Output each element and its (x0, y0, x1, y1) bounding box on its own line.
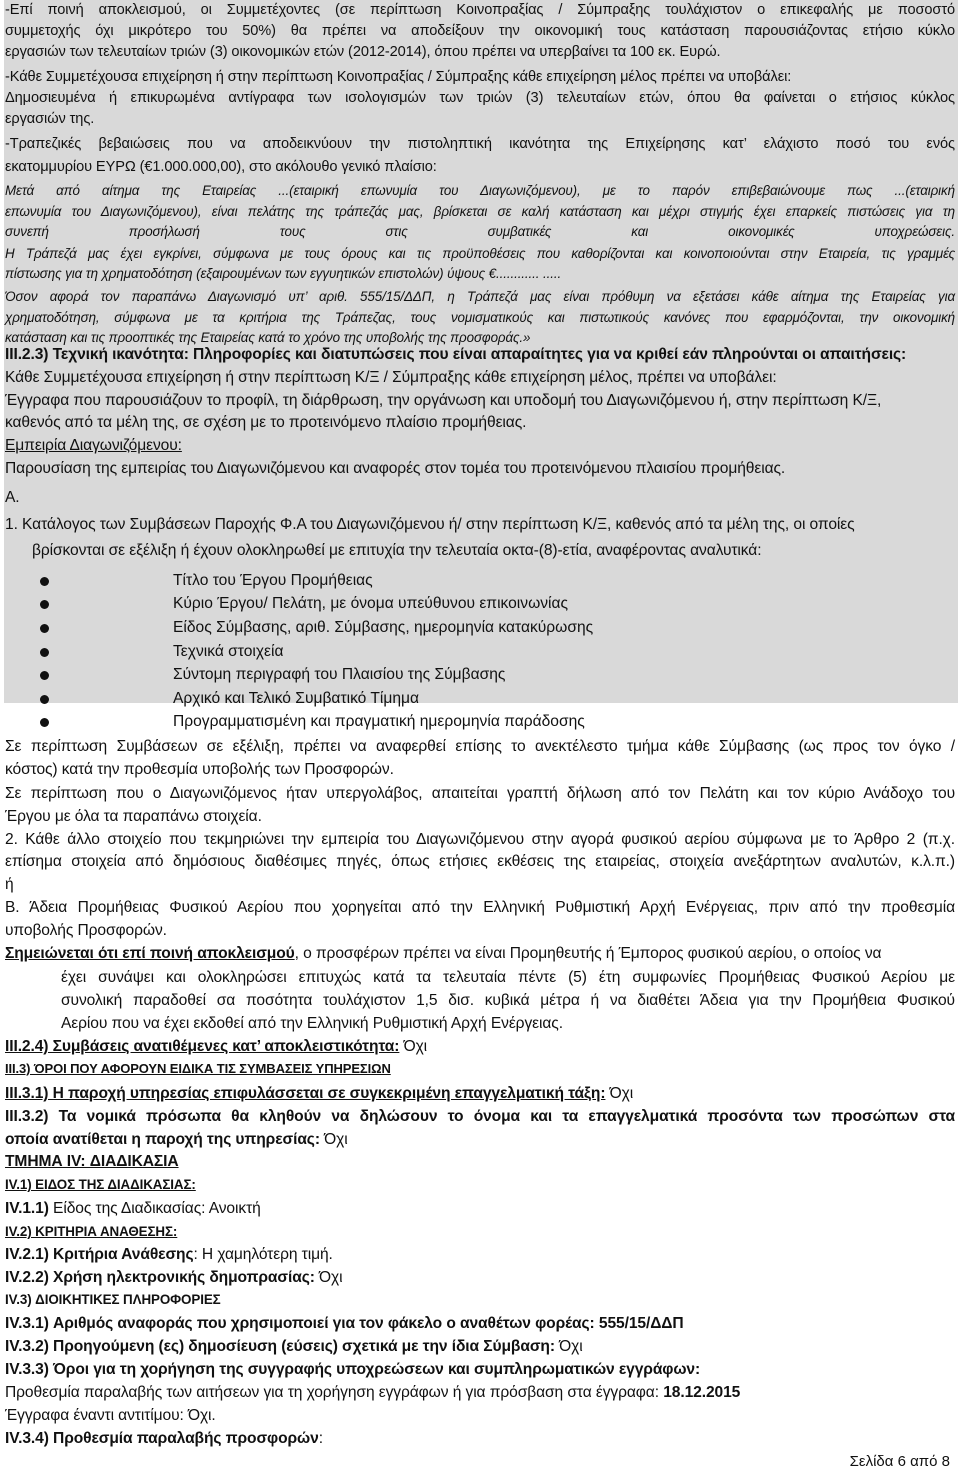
section-IV-3-3: IV.3.3) Όροι για τη χορήγηση της συγγραφής υποχρεώσεων και συμπληρωματικών εγγράφων: (5, 1361, 701, 1378)
bank-letter-line: επωνυμία του Διαγωνιζόμενου), είναι πελάτης της τράπεζάς μας, βρίσκεται σε καλή κατάσταση και μέχρι στιγμής έχει επαρκείς πιστώσεις για τη (5, 204, 955, 219)
paragraph-line: Σε περίπτωση Συμβάσεων σε εξέλιξη, πρέπει να αναφερθεί επίσης το ανεκτέλεστο τμήμα κάθε Σύμβασης (ως προς τον όγκο / (5, 738, 955, 755)
section-IV-1-1 (5, 1197, 955, 1221)
bullet-icon (40, 624, 49, 633)
paragraph-line: -Επί ποινή αποκλεισμού, οι Συμμετέχοντες (σε περίπτωση Κοινοπραξίας / Σύμπραξης τουλάχιστον ο επικεφαλής με ποσοστό (5, 2, 955, 18)
bank-letter-line: Όσον αφορά τον παραπάνω Διαγωνισμό υπ’ αριθ. 555/15/ΔΔΠ, η Τράπεζά μας είναι πρόθυμη να εξετάσει κάθε αίτημα της Εταιρείας για (5, 289, 955, 304)
list-item: Σύντομη περιγραφή του Πλαισίου της Σύμβασης (173, 666, 506, 683)
section-value: Όχι (399, 1038, 428, 1055)
paragraph-line: εργασιών της. (5, 111, 95, 127)
deadline-date: 18.12.2015 (663, 1384, 741, 1401)
section-III-3-2: ΙΙΙ.3.2) Τα νομικά πρόσωπα θα κληθούν να δηλώσουν το όνομα και τα επαγγελματικά προσόντα των προσώπων στα (5, 1108, 955, 1125)
bank-letter-line: κατάσταση και τις προοπτικές της Εταιρείας κατά το χρόνο της υποβολής της προσφοράς.» (5, 330, 531, 345)
paragraph-line: συμμετοχής όχι μικρότερο του 50%) θα πρέπει να αποδείξουν την οικονομική τους κατάσταση παρουσιάζοντας ετήσιο κύκλο (5, 23, 955, 39)
paragraph-line: Παρουσίαση της εμπειρίας του Διαγωνιζόμενου και αναφορές στον τομέα του προτεινόμενου πλαισίου προμήθειας. (5, 460, 786, 477)
paragraph-line: κόστος) κατά την προθεσμία υποβολής των Προσφορών. (5, 761, 394, 778)
paragraph-line: Α. (5, 489, 20, 506)
paragraph-line: 1. Κατάλογος των Συμβάσεων Παροχής Φ.Α του Διαγωνιζόμενου ή/ στην περίπτωση Κ/Ξ, καθενός από τα μέλη της, οι οποίες (5, 516, 855, 533)
paragraph-line: Έργου με όλα τα παραπάνω στοιχεία. (5, 808, 262, 825)
paragraph-line: βρίσκονται σε εξέλιξη ή έχουν ολοκληρωθεί με επιτυχία την τελευταία οκτα-(8)-ετία, αναφέροντας αναλυτικά: (32, 542, 762, 559)
paragraph-line: ή (5, 876, 14, 893)
section-value: : (318, 1430, 323, 1447)
deadline-line (5, 1381, 955, 1405)
page-number: Σελίδα 6 από 8 (849, 1453, 950, 1470)
paragraph-line: συνολική παραδοθεί σα ποσότητα τουλάχιστον 1,5 δισ. κυβικά μέτρα ή να διαθέτει Άδεια για την Προμήθεια Φυσικού (61, 992, 955, 1009)
paragraph-line: Έγγραφα που παρουσιάζουν το προφίλ, τη διάρθρωση, την οργάνωση και υποδομή του Διαγωνιζόμενου ή, στην περίπτωση Κ/Ξ, (5, 392, 882, 409)
section-IV-1-heading: IV.1) ΕΙΔΟΣ ΤΗΣ ΔΙΑΔΙΚΑΣΙΑΣ: (5, 1177, 196, 1192)
exclusion-emphasis: Σημειώνεται ότι επί ποινή αποκλεισμού (5, 945, 295, 962)
section-label: IV.3.2) Προηγούμενη (ες) δημοσίευση (εύσεις) σχετικά με την ίδια Σύμβαση: (5, 1338, 555, 1355)
section-value: Είδος της Διαδικασίας: Ανοικτή (48, 1200, 261, 1217)
bank-letter-line: πίστωσης για τη χρηματοδότηση (εξαιρουμένων των εγγυητικών επιστολών) ύψους €............ ..... (5, 266, 562, 281)
paragraph-line: Β. Άδεια Προμήθειας Φυσικού Αερίου που χορηγείται από την Ελληνική Ρυθμιστική Αρχή Ενέργειας, πριν από την προθεσμία (5, 899, 955, 916)
bullet-icon (40, 600, 49, 609)
paragraph-line: Κάθε Συμμετέχουσα επιχείρηση ή στην περίπτωση Κ/Ξ / Σύμπραξης κάθε επιχείρηση μέλος, πρέπει να υποβάλει: (5, 369, 777, 386)
bank-letter-line: Μετά από αίτημα της Εταιρείας ...(εταιρική επωνυμία του Διαγωνιζόμενου), με το παρόν επιβεβαιώνουμε πως ...(εταιρική (5, 183, 955, 198)
section-value: : Η χαμηλότερη τιμή. (193, 1246, 333, 1263)
section-IV-2-2 (5, 1266, 955, 1290)
experience-heading: Εμπειρία Διαγωνιζόμενου: (5, 437, 182, 454)
bullet-icon (40, 695, 49, 704)
section-heading-III-2-3 (5, 343, 955, 367)
section-label: IV.1.1) (5, 1200, 49, 1217)
paragraph-line: εκατομμυρίου ΕΥΡΩ (€1.000.000,00), στο ακόλουθο γενικό πλαίσιο: (5, 159, 437, 175)
section-IV-2-1 (5, 1243, 955, 1267)
list-item: Αρχικό και Τελικό Συμβατικό Τίμημα (173, 690, 420, 707)
bullet-icon (40, 577, 49, 586)
paragraph-line: Δημοσιευμένα ή επικυρωμένα αντίγραφα των ισολογισμών των τριών (3) τελευταίων ετών, όπου θα φαίνεται ο ετήσιος κύκλος (5, 90, 955, 106)
section-label: IV.3.4) Προθεσμία παραλαβής προσφορών (5, 1430, 319, 1447)
section-III-3-2-cont (5, 1128, 955, 1152)
paragraph-line: Έγγραφα έναντι αντιτίμου: Όχι. (5, 1407, 216, 1424)
section-III-3-heading: ΙΙΙ.3) ΌΡΟΙ ΠΟΥ ΑΦΟΡΟΥΝ ΕΙΔΙΚΑ ΤΙΣ ΣΥΜΒΑΣΕΙΣ ΥΠΗΡΕΣΙΩΝ (5, 1061, 391, 1076)
paragraph-line: εργασιών των τελευταίων τριών (3) οικονομικών ετών (2012-2014), όπου πρέπει να υπερβαίνει τα 100 εκ. Ευρώ. (5, 44, 721, 60)
paragraph-line: Σε περίπτωση που ο Διαγωνιζόμενος ήταν υπεργολάβος, απαιτείται γραπτή δήλωση από τον Πελάτη και τον κύριο Ανάδοχο του (5, 785, 955, 802)
deadline-label: Προθεσμία παραλαβής των αιτήσεων για τη χορήγηση εγγράφων ή για πρόσβαση στα έγγραφα: (5, 1384, 664, 1401)
paragraph-line: -Τραπεζικές βεβαιώσεις που να αποδεικνύουν την πιστοληπτική ικανότητα της Επιχείρησης κατ’ ελάχιστο ποσό του ενός (5, 136, 955, 152)
exclusion-text: , ο προσφέρων πρέπει να είναι Προμηθευτής ή Έμπορος φυσικού αερίου, ο οποίος να (294, 945, 882, 962)
section-label: IV.2.1) Κριτήρια Ανάθεσης (5, 1246, 194, 1263)
section-value: Όχι (605, 1085, 634, 1102)
part-IV-heading: ΤΜΗΜΑ IV: ΔΙΑΔΙΚΑΣΙΑ (5, 1153, 179, 1170)
section-label: IV.2.2) Χρήση ηλεκτρονικής δημοπρασίας: (5, 1269, 315, 1286)
section-value: Όχι (319, 1131, 348, 1148)
paragraph-line: 2. Κάθε άλλο στοιχείο που τεκμηριώνει την εμπειρία του Διαγωνιζόμενου στην αγορά φυσικού αερίου σύμφωνα με το Άρθρο 2 (π.χ. (5, 831, 955, 848)
section-label: ΙΙΙ.3.1) Η παροχή υπηρεσίας επιφυλάσσεται σε συγκεκριμένη επαγγελματική τάξη: (5, 1085, 606, 1102)
section-IV-3-1: IV.3.1) Αριθμός αναφοράς που χρησιμοποιεί για τον φάκελο ο αναθέτων φορέας: 555/15/ΔΔΠ (5, 1315, 684, 1332)
list-item: Προγραμματισμένη και πραγματική ημερομηνία παράδοσης (173, 713, 585, 730)
section-III-2-4 (5, 1035, 955, 1059)
exclusion-note-line (5, 942, 955, 966)
bank-letter-line: Η Τράπεζά μας έχει εγκρίνει, σύμφωνα με τους όρους και τις προϋποθέσεις που καθορίζονται και κοινοποιούνται στην Εταιρεία, τις γραμμές (5, 246, 955, 261)
bullet-icon (40, 648, 49, 657)
paragraph-line: καθενός από τα μέλη της, σε σχέση με το προτεινόμενο πλαίσιο προμήθειας. (5, 414, 527, 431)
section-IV-3-2 (5, 1335, 955, 1359)
heading-label: ΙΙΙ.2.3) Τεχνική ικανότητα: Πληροφορίες και διατυπώσεις που είναι απαραίτητες για να κριθεί εάν πληρούνται οι απαιτήσεις: (5, 346, 907, 363)
section-IV-3-heading: IV.3) ΔΙΟΙΚΗΤΙΚΕΣ ΠΛΗΡΟΦΟΡΙΕΣ (5, 1292, 221, 1307)
section-label: οποία ανατίθεται η παροχή της υπηρεσίας: (5, 1131, 320, 1148)
paragraph-line: επίσημα στοιχεία από δημόσιους διαθέσιμες πηγές, όπως ετήσιες εκθέσεις της εταιρείας, στοιχεία ανεξάρτητων αναλυτών, κ.λ.π.) (5, 853, 955, 870)
paragraph-line: υποβολής Προσφορών. (5, 922, 167, 939)
section-III-3-1 (5, 1082, 955, 1106)
paragraph-line: έχει συνάψει και ολοκληρώσει επιτυχώς κατά τα τελευταία πέντε (5) έτη συμφωνίες Προμήθειας Φυσικού Αερίου με (61, 969, 955, 986)
bank-letter-line: χρηματοδότηση, σύμφωνα με τα κριτήρια της Τράπεζας, τους νομισματικούς και πιστωτικούς κανόνες που εφαρμόζονται, την οικονομική (5, 310, 955, 325)
section-value: Όχι (554, 1338, 583, 1355)
bullet-icon (40, 718, 49, 727)
section-IV-3-4 (5, 1427, 955, 1451)
list-item: Τεχνικά στοιχεία (173, 643, 284, 660)
list-item: Τίτλο του Έργου Προμήθειας (173, 572, 373, 589)
section-IV-2-heading: IV.2) ΚΡΙΤΗΡΙΑ ΑΝΑΘΕΣΗΣ: (5, 1224, 178, 1239)
list-item: Είδος Σύμβασης, αριθ. Σύμβασης, ημερομηνία κατακύρωσης (173, 619, 594, 636)
bullet-icon (40, 671, 49, 680)
paragraph-line: -Κάθε Συμμετέχουσα επιχείρηση ή στην περίπτωση Κοινοπραξίας / Σύμπραξης κάθε επιχείρηση μέλος πρέπει να υποβάλει: (5, 69, 792, 85)
section-label: ΙΙΙ.2.4) Συμβάσεις ανατιθέμενες κατ’ αποκλειστικότητα: (5, 1038, 400, 1055)
list-item: Κύριο Έργου/ Πελάτη, με όνομα υπεύθυνου επικοινωνίας (173, 595, 569, 612)
section-value: Όχι (314, 1269, 343, 1286)
paragraph-line: Αερίου που να έχει εκδοθεί από την Ελληνική Ρυθμιστική Αρχή Ενέργειας. (61, 1015, 563, 1032)
bank-letter-line: συνεπή προσήλωσή τους στις συμβατικές και οικονομικές υποχρεώσεις. (5, 224, 955, 239)
